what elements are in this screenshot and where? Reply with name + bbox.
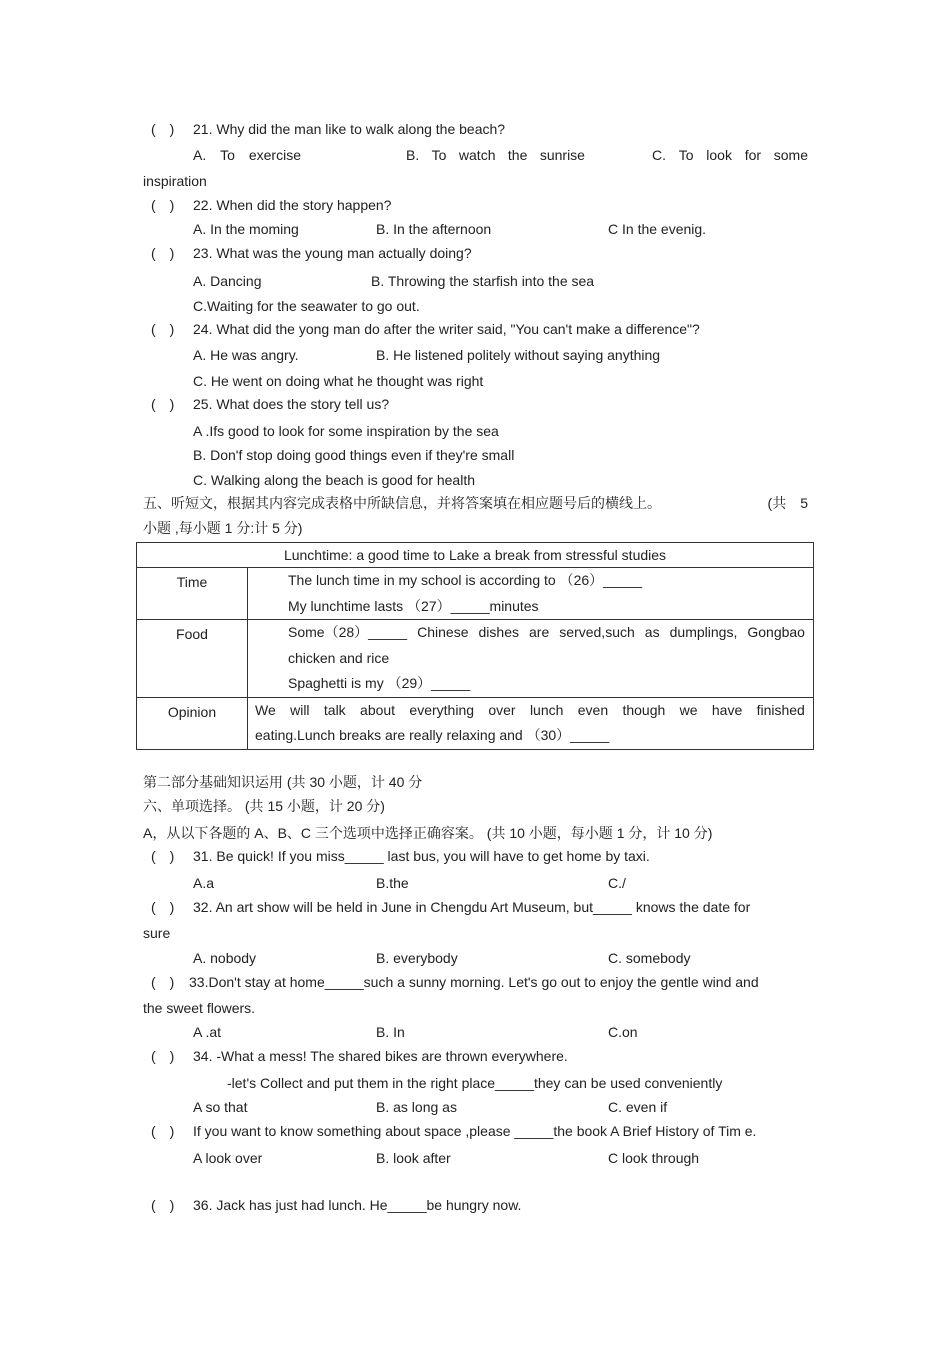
option-c: C. even if — [608, 1099, 668, 1115]
question-34: 34. -What a mess! The shared bikes are thrown everywhere. — [193, 1048, 568, 1064]
part2-title: 第二部分基础知识运用 (共 30 小题，计 40 分 — [143, 774, 423, 790]
row-content-food — [248, 620, 814, 698]
option-b: B.the — [376, 875, 409, 891]
table-line: eating.Lunch breaks are really relaxing and （30）_____ — [255, 727, 610, 743]
question-wrap: the sweet flowers. — [143, 1000, 256, 1016]
option-c: C. somebody — [608, 950, 691, 966]
option-a: A .at — [193, 1024, 222, 1040]
option-a: A.a — [193, 875, 215, 891]
table-header: Lunchtime: a good time to Lake a break from stressful studies — [137, 543, 814, 568]
option-a: A. Dancing — [193, 273, 262, 289]
question-32: 32. An art show will be held in June in Chengdu Art Museum, but_____ knows the date for — [193, 899, 751, 915]
question-25: 25. What does the story tell us? — [193, 396, 390, 412]
option-a: A so that — [193, 1099, 248, 1115]
question-35: If you want to know something about space ,please _____the book A Brief History of Tim e. — [193, 1123, 757, 1139]
option-c: C In the evenig. — [608, 221, 707, 237]
table-line: The lunch time in my school is according to （26）_____ — [288, 572, 643, 588]
answer-paren: ( ) — [151, 197, 175, 213]
section6-title: 六、单项选择。 (共 15 小题，计 20 分) — [143, 798, 385, 814]
answer-paren: ( ) — [151, 245, 175, 261]
option-c: C. Walking along the beach is good for health — [193, 472, 475, 488]
option-b: B. He listened politely without saying anything — [376, 347, 661, 363]
option-b: B. everybody — [376, 950, 458, 966]
section5-title: 五、听短文，根据其内容完成表格中所缺信息，并将答案填在相应题号后的横线上。 (共 5 — [143, 495, 808, 511]
question-21: 21. Why did the man like to walk along the beach? — [193, 121, 506, 137]
option-c: C./ — [608, 875, 626, 891]
answer-paren: ( ) — [151, 321, 175, 337]
answer-paren: ( ) — [151, 1197, 175, 1213]
sectionA-title: A，从以下各题的 A、B、C 三个选项中选择正确容案。 (共 10 小题，每小题 1 分，计 10 分) — [143, 825, 713, 841]
option-b: B. as long as — [376, 1099, 457, 1115]
question-31: 31. Be quick! If you miss_____ last bus, you will have to get home by taxi. — [193, 848, 650, 864]
table-line: chicken and rice — [288, 649, 390, 666]
answer-paren: ( ) — [151, 974, 175, 990]
table-line: Some（28）_____ Chinese dishes are served,such as dumplings, Gongbao — [288, 624, 805, 640]
question-line2: -let's Collect and put them in the right place_____they can be used conveniently — [227, 1075, 723, 1091]
option-a: A. To exercise — [193, 147, 301, 163]
table-line: Spaghetti is my （29）_____ — [288, 675, 471, 691]
answer-paren: ( ) — [151, 1048, 175, 1064]
option-a: A. nobody — [193, 950, 257, 966]
answer-paren: ( ) — [151, 899, 175, 915]
table-line: My lunchtime lasts （27）_____minutes — [288, 597, 539, 614]
option-b: B. Throwing the starfish into the sea — [371, 273, 595, 289]
answer-paren: ( ) — [151, 848, 175, 864]
option-c: C. He went on doing what he thought was right — [193, 373, 484, 389]
table-line: We will talk about everything over lunch even though we have finished — [255, 701, 805, 718]
option-b: B. To watch the sunrise — [406, 147, 585, 163]
row-label-opinion: Opinion — [137, 697, 248, 749]
option-b: B. Don'f stop doing good things even if they're small — [193, 447, 515, 463]
question-24: 24. What did the yong man do after the writer said, "You can't make a difference"? — [193, 321, 700, 337]
answer-paren: ( ) — [151, 1123, 175, 1139]
option-a: A. In the moming — [193, 221, 299, 237]
option-b: B. look after — [376, 1150, 451, 1166]
row-content-opinion — [248, 697, 814, 749]
option-c: C.Waiting for the seawater to go out. — [193, 298, 420, 314]
row-label-food: Food — [137, 620, 248, 698]
lunchtime-table — [136, 542, 814, 750]
question-wrap: sure — [143, 925, 171, 941]
answer-paren: ( ) — [151, 396, 175, 412]
option-a: A look over — [193, 1150, 263, 1166]
row-content-time — [248, 568, 814, 620]
option-c: C.on — [608, 1024, 638, 1040]
section5-title-line2: 小题 ,每小题 1 分:计 5 分) — [143, 520, 303, 536]
option-b: B. In — [376, 1024, 405, 1040]
question-36: 36. Jack has just had lunch. He_____be hungry now. — [193, 1197, 522, 1213]
option-b: B. In the afternoon — [376, 221, 492, 237]
question-23: 23. What was the young man actually doing? — [193, 245, 472, 261]
option-c: C. To look for some — [652, 147, 808, 163]
answer-paren: ( ) — [151, 121, 175, 137]
question-33: 33.Don't stay at home_____such a sunny morning. Let's go out to enjoy the gentle wind and — [189, 974, 759, 990]
row-label-time: Time — [137, 568, 248, 620]
option-a: A .Ifs good to look for some inspiration by the sea — [193, 423, 499, 439]
question-22: 22. When did the story happen? — [193, 197, 392, 213]
option-c-wrap: inspiration — [143, 173, 207, 189]
option-c: C look through — [608, 1150, 700, 1166]
option-a: A. He was angry. — [193, 347, 299, 363]
